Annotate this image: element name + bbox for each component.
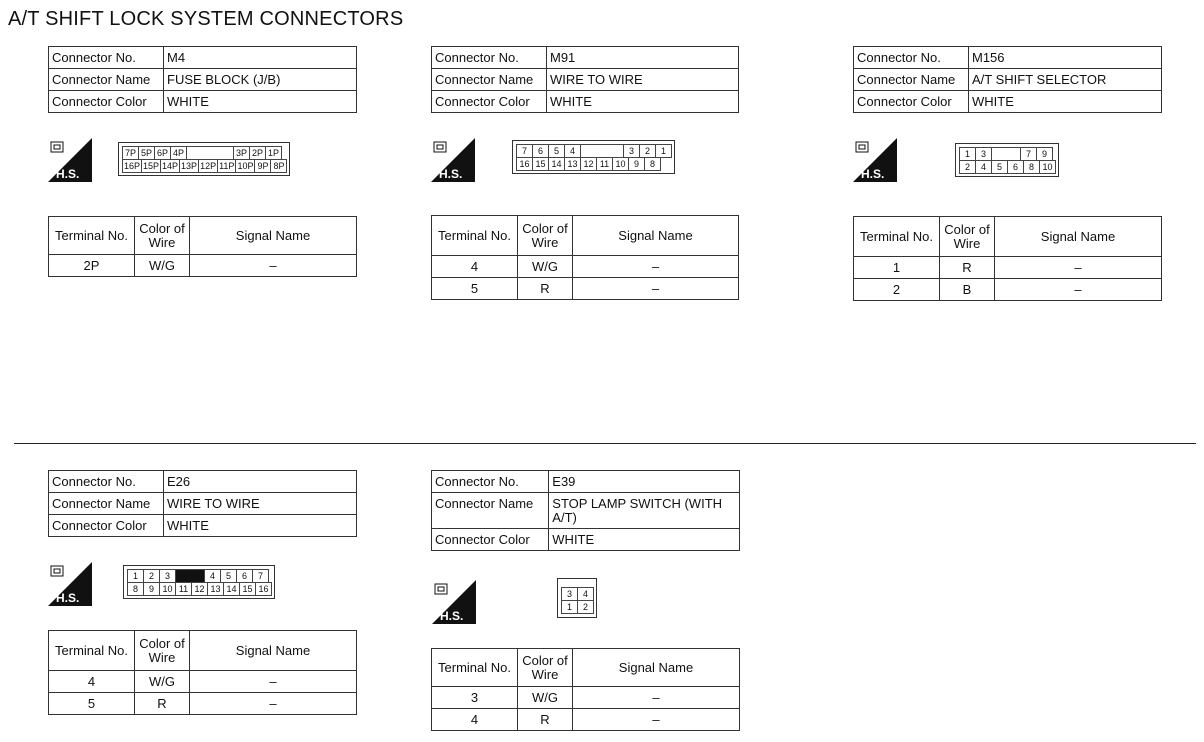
pin: 9 xyxy=(143,582,160,596)
pin: 1P xyxy=(265,146,282,160)
pin: 10 xyxy=(159,582,176,596)
table-row xyxy=(49,255,357,277)
pin: 13 xyxy=(207,582,224,596)
table-row xyxy=(49,693,357,715)
wire-color: B xyxy=(940,279,995,301)
harness-side-icon xyxy=(48,138,92,182)
signal-name-header: Signal Name xyxy=(995,217,1162,257)
signal-name: – xyxy=(190,693,357,715)
pin: 9P xyxy=(254,159,271,173)
wire-color-header: Color of Wire xyxy=(518,216,573,256)
hs-label: H.S. xyxy=(56,167,80,181)
connector-name-label: Connector Name xyxy=(432,493,549,529)
wire-color-header: Color of Wire xyxy=(135,631,190,671)
wire-color: R xyxy=(135,693,190,715)
pin: 8P xyxy=(270,159,287,173)
wire-color-header: Color of Wire xyxy=(518,649,573,687)
connector-name-value: WIRE TO WIRE xyxy=(164,493,357,515)
connector-color-value: WHITE xyxy=(969,91,1162,113)
pin: 11 xyxy=(175,582,192,596)
connector-pinout xyxy=(123,565,275,599)
signal-name: – xyxy=(573,256,739,278)
pin: 8 xyxy=(1023,160,1040,174)
connector-pinout xyxy=(557,578,597,618)
connector-name-value: FUSE BLOCK (J/B) xyxy=(164,69,357,91)
signal-name: – xyxy=(573,687,740,709)
signal-name: – xyxy=(995,257,1162,279)
connector-color-label: Connector Color xyxy=(854,91,969,113)
pin: 5P xyxy=(138,146,155,160)
pin: 4 xyxy=(564,144,581,158)
pin: 14 xyxy=(223,582,240,596)
terminal-no-header: Terminal No. xyxy=(49,631,135,671)
harness-side-icon xyxy=(853,138,897,182)
pin: 5 xyxy=(548,144,565,158)
signal-name: – xyxy=(573,709,740,731)
connector-lock-tab xyxy=(580,144,624,158)
terminal-no: 2P xyxy=(49,255,135,277)
connector-no-value: E39 xyxy=(549,471,740,493)
terminal-no: 4 xyxy=(432,256,518,278)
pin: 2 xyxy=(143,569,160,583)
connector-e39 xyxy=(431,470,740,551)
pin: 5 xyxy=(991,160,1008,174)
wire-color-header: Color of Wire xyxy=(135,217,190,255)
pin: 12 xyxy=(580,157,597,171)
table-row xyxy=(854,257,1162,279)
pin: 1 xyxy=(959,147,976,161)
harness-side-icon xyxy=(48,562,92,606)
pin: 1 xyxy=(127,569,144,583)
pin: 2 xyxy=(577,600,594,614)
table-row xyxy=(432,278,739,300)
pin: 4 xyxy=(204,569,221,583)
connector-no-label: Connector No. xyxy=(432,47,547,69)
pin: 16P xyxy=(124,161,141,171)
terminal-table-m156 xyxy=(853,216,1162,301)
pin: 7 xyxy=(516,144,533,158)
connector-color-label: Connector Color xyxy=(432,91,547,113)
terminal-table-e26 xyxy=(48,630,357,715)
pin: 3 xyxy=(561,587,578,601)
connector-name-label: Connector Name xyxy=(49,69,164,91)
signal-name: – xyxy=(190,671,357,693)
connector-m4 xyxy=(48,46,357,113)
terminal-table-m4 xyxy=(48,216,357,277)
connector-name-label: Connector Name xyxy=(49,493,164,515)
pin: 14P xyxy=(162,161,179,171)
terminal-no: 1 xyxy=(854,257,940,279)
terminal-no-header: Terminal No. xyxy=(432,216,518,256)
connector-pinout xyxy=(118,142,290,176)
terminal-no-header: Terminal No. xyxy=(854,217,940,257)
pin: 6P xyxy=(154,146,171,160)
pin: 3P xyxy=(233,146,250,160)
page-title: A/T SHIFT LOCK SYSTEM CONNECTORS xyxy=(8,8,404,30)
pin: 5 xyxy=(220,569,237,583)
pin: 10 xyxy=(612,157,629,171)
table-row xyxy=(432,256,739,278)
wire-color: R xyxy=(940,257,995,279)
pin: 14 xyxy=(548,157,565,171)
wire-color: W/G xyxy=(135,255,190,277)
connector-m156 xyxy=(853,46,1162,113)
section-divider xyxy=(14,443,1196,444)
pin: 9 xyxy=(628,157,645,171)
pin: 13 xyxy=(564,157,581,171)
connector-color-label: Connector Color xyxy=(432,529,549,551)
connector-pinout xyxy=(512,140,675,174)
connector-color-label: Connector Color xyxy=(49,515,164,537)
pin: 12 xyxy=(191,582,208,596)
harness-side-icon xyxy=(431,138,475,182)
harness-side-icon xyxy=(432,580,476,624)
connector-e26 xyxy=(48,470,357,537)
pin: 7 xyxy=(252,569,269,583)
pin: 8 xyxy=(127,582,144,596)
terminal-no: 5 xyxy=(432,278,518,300)
connector-no-label: Connector No. xyxy=(49,471,164,493)
terminal-no: 3 xyxy=(432,687,518,709)
wire-color-header: Color of Wire xyxy=(940,217,995,257)
pin: 6 xyxy=(532,144,549,158)
pin: 7P xyxy=(122,146,139,160)
pin: 3 xyxy=(623,144,640,158)
terminal-table-e39 xyxy=(431,648,740,731)
table-row xyxy=(49,671,357,693)
table-row xyxy=(432,709,740,731)
signal-name-header: Signal Name xyxy=(190,631,357,671)
pin: 1 xyxy=(561,600,578,614)
pin: 4 xyxy=(975,160,992,174)
signal-name-header: Signal Name xyxy=(190,217,357,255)
signal-name-header: Signal Name xyxy=(573,216,739,256)
pin: 7 xyxy=(1020,147,1037,161)
terminal-no-header: Terminal No. xyxy=(432,649,518,687)
connector-no-label: Connector No. xyxy=(432,471,549,493)
terminal-no: 4 xyxy=(432,709,518,731)
hs-label: H.S. xyxy=(439,167,463,181)
terminal-no: 4 xyxy=(49,671,135,693)
table-row xyxy=(432,687,740,709)
connector-color-value: WHITE xyxy=(549,529,740,551)
wire-color: R xyxy=(518,278,573,300)
connector-no-value: M4 xyxy=(164,47,357,69)
connector-no-label: Connector No. xyxy=(854,47,969,69)
connector-lock-tab xyxy=(991,147,1021,161)
pin: 16 xyxy=(255,582,272,596)
terminal-no-header: Terminal No. xyxy=(49,217,135,255)
pin: 11 xyxy=(596,157,613,171)
pin: 6 xyxy=(1007,160,1024,174)
signal-name: – xyxy=(573,278,739,300)
connector-lock-tab xyxy=(186,146,234,160)
pin: 12P xyxy=(200,161,217,171)
pin: 1 xyxy=(655,144,672,158)
connector-m91 xyxy=(431,46,739,113)
hs-label: H.S. xyxy=(440,609,464,623)
pin: 9 xyxy=(1036,147,1053,161)
hs-label: H.S. xyxy=(56,591,80,605)
pin: 4P xyxy=(170,146,187,160)
terminal-no: 2 xyxy=(854,279,940,301)
connector-color-value: WHITE xyxy=(547,91,739,113)
wire-color: W/G xyxy=(135,671,190,693)
connector-name-value: STOP LAMP SWITCH (WITH A/T) xyxy=(549,493,740,529)
connector-color-value: WHITE xyxy=(164,91,357,113)
connector-no-value: E26 xyxy=(164,471,357,493)
pin: 6 xyxy=(236,569,253,583)
connector-color-label: Connector Color xyxy=(49,91,164,113)
pin: 3 xyxy=(159,569,176,583)
pin: 2P xyxy=(249,146,266,160)
connector-name-label: Connector Name xyxy=(854,69,969,91)
signal-name: – xyxy=(190,255,357,277)
pin: 10P xyxy=(237,161,254,171)
connector-no-label: Connector No. xyxy=(49,47,164,69)
pin: 10 xyxy=(1039,160,1056,174)
connector-pinout xyxy=(955,143,1059,177)
pin: 2 xyxy=(959,160,976,174)
pin: 16 xyxy=(516,157,533,171)
terminal-table-m91 xyxy=(431,215,739,300)
hs-label: H.S. xyxy=(861,167,885,181)
terminal-no: 5 xyxy=(49,693,135,715)
signal-name: – xyxy=(995,279,1162,301)
connector-no-value: M91 xyxy=(547,47,739,69)
pin: 15P xyxy=(143,161,160,171)
connector-name-value: WIRE TO WIRE xyxy=(547,69,739,91)
connector-lock-tab xyxy=(175,569,205,583)
pin: 4 xyxy=(577,587,594,601)
table-row xyxy=(854,279,1162,301)
pin: 13P xyxy=(181,161,198,171)
wire-color: R xyxy=(518,709,573,731)
connector-no-value: M156 xyxy=(969,47,1162,69)
pin: 11P xyxy=(219,161,235,171)
pin: 3 xyxy=(975,147,992,161)
pin: 2 xyxy=(639,144,656,158)
signal-name-header: Signal Name xyxy=(573,649,740,687)
pin: 8 xyxy=(644,157,661,171)
pin: 15 xyxy=(532,157,549,171)
connector-color-value: WHITE xyxy=(164,515,357,537)
connector-name-value: A/T SHIFT SELECTOR xyxy=(969,69,1162,91)
connector-name-label: Connector Name xyxy=(432,69,547,91)
pin: 15 xyxy=(239,582,256,596)
wire-color: W/G xyxy=(518,256,573,278)
wire-color: W/G xyxy=(518,687,573,709)
